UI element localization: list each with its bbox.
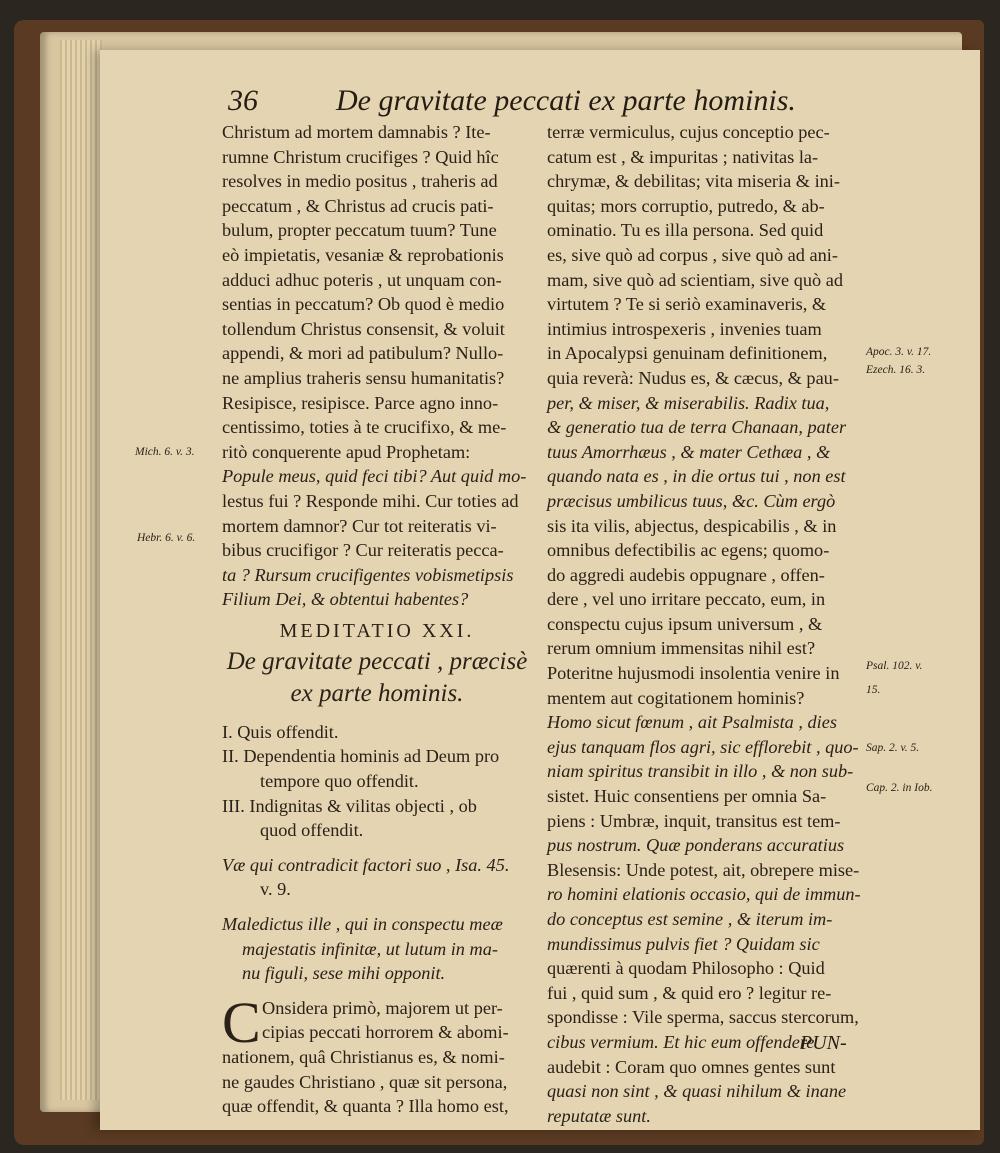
text-line: Homo sicut fœnum , ait Psalmista , dies (547, 712, 837, 733)
text-line: terræ vermiculus, cujus conceptio pec- (547, 122, 830, 142)
page-number: 36 (228, 84, 258, 117)
margin-note: Hebr. 6. v. 6. (137, 532, 196, 544)
text-line: piens : Umbræ, inquit, transitus est tem- (547, 810, 841, 831)
text-line: in Apocalypsi genuinam definitionem, (547, 343, 828, 364)
text-line: cibus vermium. Et hic eum offendere (547, 1031, 815, 1052)
text-line: bibus crucifigor ? Cur reiteratis pecca- (222, 540, 504, 561)
margin-note: Apoc. 3. v. 17. (866, 346, 932, 358)
text-line: resolves in medio positus , traheris ad (222, 171, 498, 192)
text-line: Poteritne hujusmodi insolentia venire in (547, 663, 840, 684)
text-line: reputatæ sunt. (547, 1105, 651, 1126)
text-line: & generatio tua de terra Chanaan, pater (547, 417, 847, 438)
text-line: per, & miser, & miserabilis. Radix tua, (547, 392, 830, 413)
text-line: Filium Dei, & obtentui habentes? (222, 589, 469, 610)
spacer (222, 902, 532, 912)
text-line: bulum, propter peccatum tuum? Tune (222, 220, 497, 241)
text-line: ne gaudes Christiano , quæ sit persona, (222, 1071, 508, 1092)
quote-line: Maledictus ille , qui in conspectu meæ (222, 914, 503, 935)
text-line: lestus fui ? Responde mihi. Cur toties ad (222, 490, 519, 511)
text-line: dere , vel uno irritare peccato, eum, in (547, 589, 826, 610)
text-line: mundissimus pulvis fiet ? Quidam sic (547, 933, 820, 954)
text-line: quia reverà: Nudus es, & cæcus, & pau- (547, 367, 839, 388)
text-line: cipias peccati horrorem & abomi- (262, 1022, 509, 1043)
text-line: peccatum , & Christus ad crucis pati- (222, 195, 494, 216)
text-line: tollendum Christus consensit, & voluit (222, 318, 505, 339)
meditatio-title: ex parte hominis. (290, 679, 464, 707)
text-line: rerum omnium immensitas nihil est? (547, 638, 816, 659)
text-line: audebit : Coram quo omnes gentes sunt (547, 1056, 836, 1077)
spacer (222, 710, 532, 720)
text-line: tuus Amorrhæus , & mater Cethæa , & (547, 441, 831, 462)
text-line: omnibus defectibilis ac egens; quomo- (547, 540, 830, 561)
page-edges (60, 40, 102, 1100)
text-line: ejus tanquam flos agri, sic efflorebit , quo- (547, 736, 859, 757)
text-line: quæ offendit, & quanta ? Illa homo est, (222, 1096, 509, 1117)
text-line: mortem damnor? Cur tot reiteratis vi- (222, 515, 497, 536)
spacer (222, 986, 532, 996)
margin-note: 15. (866, 684, 881, 696)
text-line: Onsidera primò, majorem ut per- (262, 997, 503, 1018)
catchword: PUN- (800, 1032, 847, 1054)
quote-line: majestatis infinitæ, ut lutum in ma- (242, 938, 498, 959)
text-line: pus nostrum. Quæ ponderans accuratius (547, 835, 845, 856)
quote-line: Væ qui contradicit factori suo , Isa. 45. (222, 854, 510, 875)
text-line: intimius introspexeris , invenies tuam (547, 318, 822, 339)
text-line: præcisus umbilicus tuus, &c. Cùm ergò (547, 490, 836, 511)
text-line: Resipisce, resipisce. Parce agno inno- (222, 392, 499, 413)
text-line: ritò conquerente apud Prophetam: (222, 441, 471, 462)
text-line: ominatio. Tu es illa persona. Sed quid (547, 220, 824, 241)
text-line: fui , quid sum , & quid ero ? legitur re- (547, 982, 832, 1003)
text-line: eò impietatis, vesaniæ & reprobationis (222, 244, 504, 265)
text-line: rumne Christum crucifiges ? Quid hîc (222, 146, 499, 167)
quote-line: v. 9. (260, 879, 291, 900)
running-head (228, 84, 908, 124)
text-line: conspectu cujus ipsum universum , & (547, 613, 823, 634)
margin-note: Psal. 102. v. (866, 660, 923, 672)
text-line: niam spiritus transibit in illo , & non sub- (547, 761, 854, 782)
quote-line: nu figuli, sese mihi opponit. (242, 963, 446, 984)
text-line: Blesensis: Unde potest, ait, obrepere mise- (547, 859, 860, 880)
text-line: quitas; mors corruptio, putredo, & ab- (547, 195, 825, 216)
text-line: es, sive quò ad corpus , sive quò ad ani- (547, 244, 838, 265)
meditatio-title: De gravitate peccati , præcisè (226, 647, 528, 675)
margin-note: Sap. 2. v. 5. (866, 742, 920, 754)
right-column (547, 120, 863, 1128)
margin-note: Cap. 2. in Iob. (866, 782, 933, 794)
text-line: catum est , & impuritas ; nativitas la- (547, 146, 819, 167)
text-line: do aggredi audebis oppugnare , offen- (547, 564, 825, 585)
left-column (222, 120, 532, 1119)
meditatio-heading: MEDITATIO XXI. (279, 619, 475, 642)
text-line: quærenti à quodam Philosopho : Quid (547, 958, 825, 979)
text-line: Popule meus, quid feci tibi? Aut quid mo- (222, 466, 527, 487)
text-line: appendi, & mori ad patibulum? Nullo- (222, 343, 504, 364)
margin-note: Ezech. 16. 3. (866, 364, 926, 376)
point-item: tempore quo offendit. (260, 771, 419, 792)
text-line: quasi non sint , & quasi nihilum & inane (547, 1081, 847, 1102)
text-line: quando nata es , in die ortus tui , non est (547, 466, 846, 487)
text-line: spondisse : Vile sperma, saccus stercorum, (547, 1007, 859, 1028)
text-line: Christum ad mortem damnabis ? Ite- (222, 122, 491, 142)
point-item: quod offendit. (260, 820, 364, 841)
text-line: adduci adhuc poteris , ut unquam con- (222, 269, 502, 290)
running-title: De gravitate peccati ex parte hominis. (336, 84, 796, 117)
text-line: virtutem ? Te si seriò examinaveris, & (547, 294, 827, 315)
text-line: centissimo, toties à te crucifixo, & me- (222, 417, 507, 438)
text-line: ro homini elationis occasio, qui de immun- (547, 884, 861, 905)
text-line: chrymæ, & debilitas; vita miseria & ini- (547, 171, 840, 192)
margin-note: Mich. 6. v. 3. (135, 446, 195, 458)
text-line: do conceptus est semine , & iterum im- (547, 909, 833, 929)
text-line: sis ita vilis, abjectus, despicabilis , & in (547, 515, 837, 536)
text-line: mam, sive quò ad scientiam, sive quò ad (547, 269, 843, 290)
text-line: sentias in peccatum? Ob quod è medio (222, 294, 505, 315)
point-item: I. Quis offendit. (222, 721, 339, 742)
text-line: ne amplius traheris sensu humanitatis? (222, 367, 505, 388)
text-line: ta ? Rursum crucifigentes vobismetipsis (222, 564, 514, 585)
point-item: III. Indignitas & vilitas objecti , ob (222, 795, 477, 816)
spacer (222, 843, 532, 853)
drop-cap: C (222, 989, 261, 1055)
text-line: sistet. Huic consentiens per omnia Sa- (547, 786, 827, 807)
text-line: mentem aut cogitationem hominis? (547, 687, 805, 708)
text-line: nationem, quâ Christianus es, & nomi- (222, 1047, 505, 1067)
point-item: II. Dependentia hominis ad Deum pro (222, 746, 500, 767)
